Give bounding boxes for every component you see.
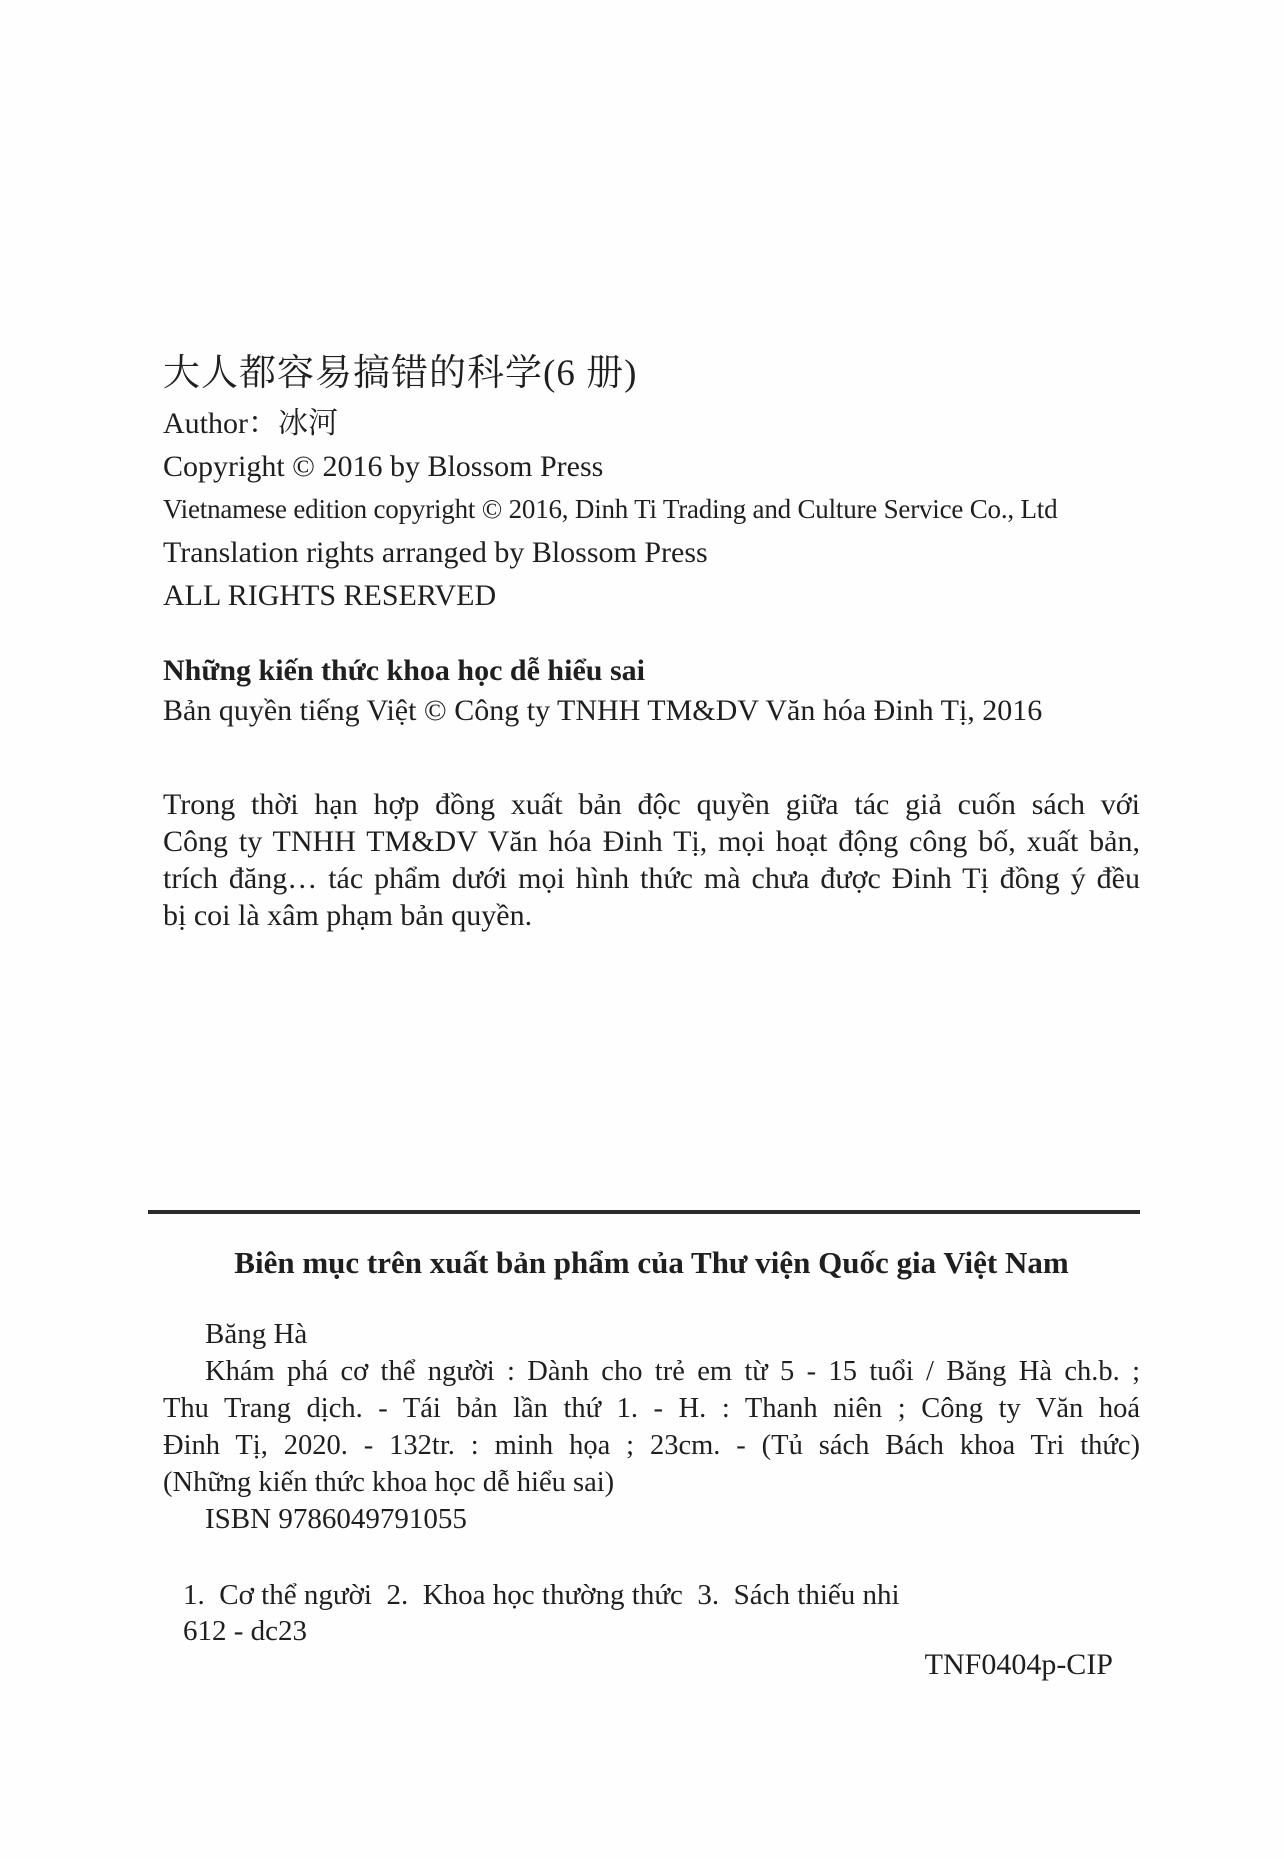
- cip-ddc-line: 612 - dc23: [183, 1615, 308, 1647]
- all-rights-reserved-line: ALL RIGHTS RESERVED: [163, 579, 497, 612]
- exclusivity-notice-paragraph: [163, 786, 1140, 934]
- original-chinese-title: 大人都容易搞错的科学(6 册): [163, 353, 638, 394]
- cip-isbn-line: ISBN 9786049791055: [205, 1503, 467, 1535]
- copyright-line: Copyright © 2016 by Blossom Press: [163, 450, 604, 483]
- cip-entry-line-4: (Những kiến thức khoa học dễ hiểu sai): [163, 1467, 615, 1498]
- cip-entry-block: [163, 1316, 1140, 1538]
- vietnamese-copyright-line: Bản quyền tiếng Việt © Công ty TNHH TM&DV Văn hóa Đinh Tị, 2016: [163, 694, 1043, 727]
- cip-subjects-block: [163, 1577, 1140, 1649]
- cip-code: TNF0404p-CIP: [924, 1648, 1113, 1681]
- cip-entry-line-1: Khám phá cơ thể người : Dành cho trẻ em từ 5 - 15 tuổi / Băng Hà ch.b. ;: [205, 1356, 1140, 1387]
- vietnamese-edition-copyright-line: Vietnamese edition copyright © 2016, Dinh Ti Trading and Culture Service Co., Ltd: [163, 494, 1058, 524]
- notice-line-1: Trong thời hạn hợp đồng xuất bản độc quyền giữa tác giả cuốn sách với: [163, 788, 1140, 821]
- vietnamese-rights-block: [163, 651, 1140, 731]
- notice-line-3: trích đăng… tác phẩm dưới mọi hình thức mà chưa được Đinh Tị đồng ý đều: [163, 862, 1140, 895]
- cip-entry-line-3: Đinh Tị, 2020. - 132tr. : minh họa ; 23cm. - (Tủ sách Bách khoa Tri thức): [163, 1430, 1140, 1461]
- cip-author: Băng Hà: [205, 1318, 308, 1350]
- original-copyright-block: [163, 352, 1140, 617]
- notice-line-4: bị coi là xâm phạm bản quyền.: [163, 899, 533, 932]
- cip-subjects-line: 1. Cơ thể người 2. Khoa học thường thức 3. Sách thiếu nhi: [183, 1579, 900, 1611]
- cip-entry-line-2: Thu Trang dịch. - Tái bản lần thứ 1. - H. : Thanh niên ; Công ty Văn hoá: [163, 1393, 1140, 1424]
- author-line: Author：冰河: [163, 407, 338, 440]
- cip-heading: Biên mục trên xuất bản phẩm của Thư viện Quốc gia Việt Nam: [234, 1245, 1069, 1280]
- series-title: Những kiến thức khoa học dễ hiểu sai: [163, 654, 645, 687]
- horizontal-divider-rule: [148, 1210, 1140, 1214]
- translation-rights-line: Translation rights arranged by Blossom Press: [163, 536, 708, 569]
- notice-line-2: Công ty TNHH TM&DV Văn hóa Đinh Tị, mọi hoạt động công bố, xuất bản,: [163, 825, 1140, 858]
